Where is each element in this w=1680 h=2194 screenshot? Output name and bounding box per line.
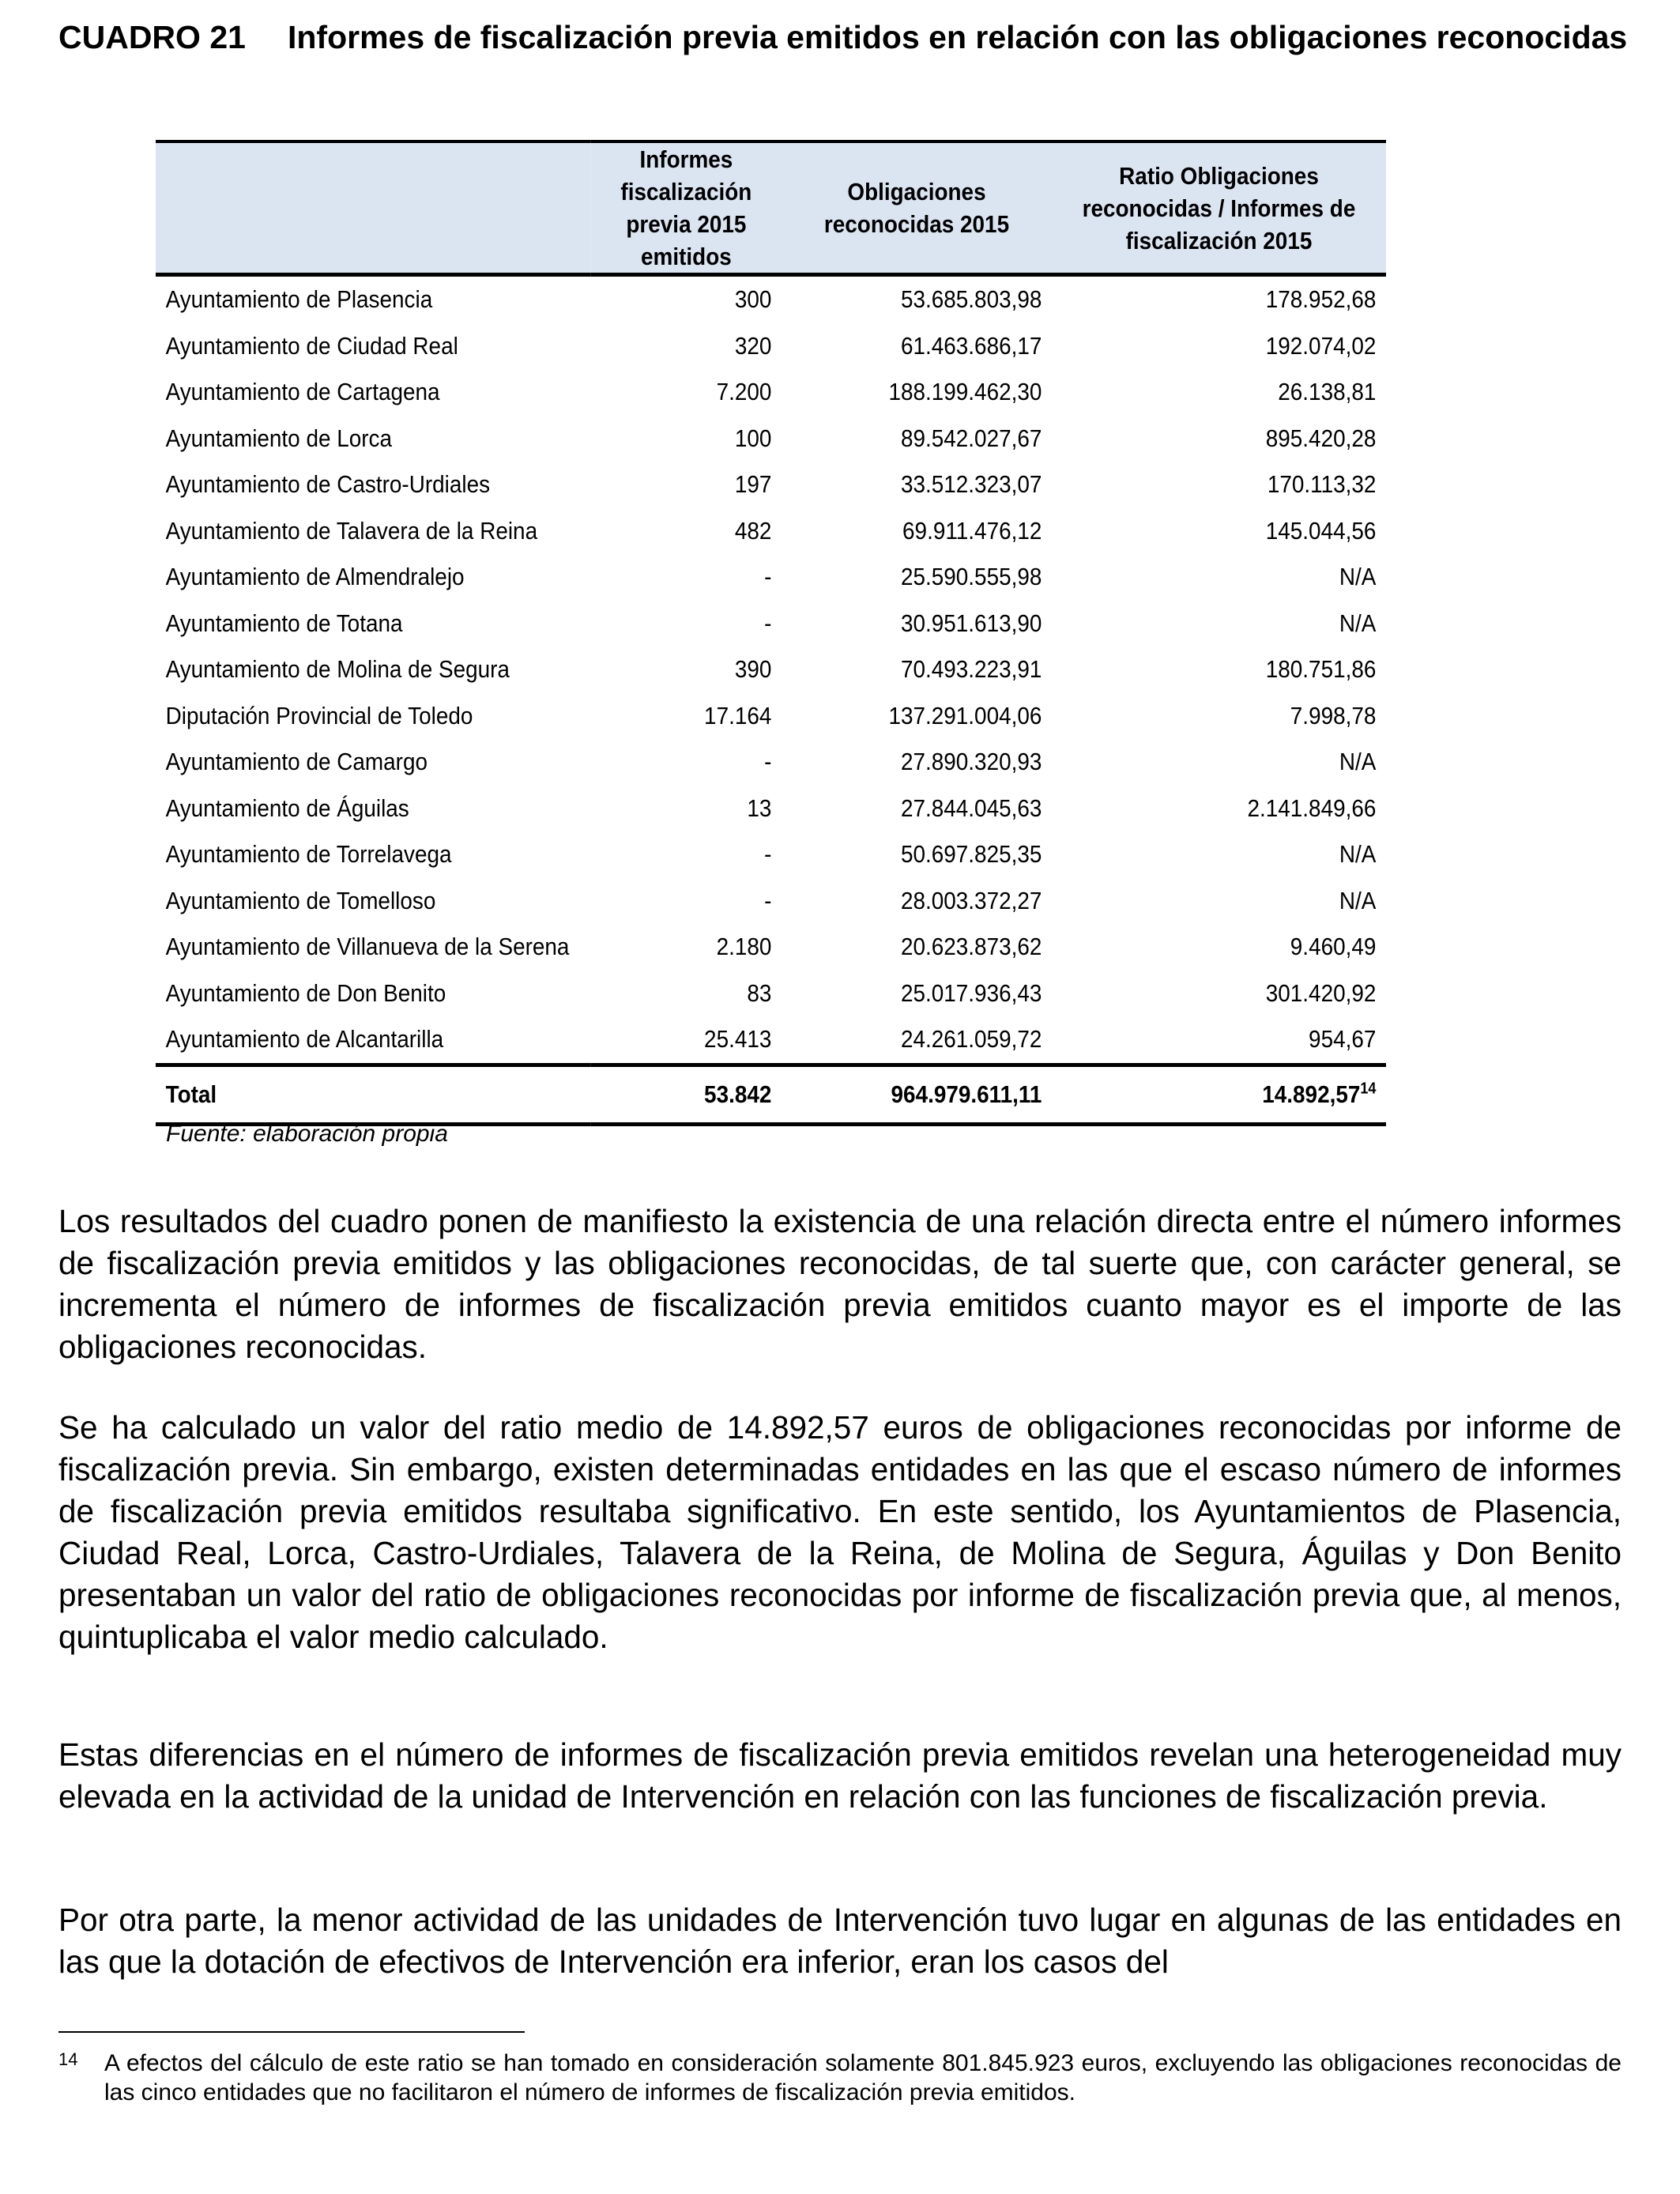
total-ratio: 14.892,57 [1262,1080,1361,1108]
cell-obligaciones: 89.542.027,67 [900,424,1042,452]
cell-informes: - [764,840,772,869]
cell-ratio: N/A [1339,840,1377,869]
cell-informes: 13 [747,794,772,822]
cell-obligaciones: 27.844.045,63 [900,794,1042,822]
footnote [58,2049,1622,2107]
cell-informes: 320 [734,331,772,360]
table-source: Fuente: elaboración propia [166,1121,448,1147]
cell-ratio: 26.138,81 [1278,378,1377,406]
cell-obligaciones: 70.493.223,91 [900,655,1042,684]
table-row [156,878,1386,925]
cell-ratio: 895.420,28 [1265,424,1377,452]
cell-entity: Ayuntamiento de Totana [165,609,403,637]
cell-entity: Ayuntamiento de Don Benito [165,978,446,1007]
cell-informes: 390 [734,655,772,684]
cell-entity: Ayuntamiento de Villanueva de la Serena [165,933,570,961]
cell-entity: Ayuntamiento de Plasencia [165,285,433,314]
cell-ratio: 145.044,56 [1265,516,1377,545]
paragraph-1: Los resultados del cuadro ponen de manifiesto la existencia de una relación directa entre el número informes de fiscalización previa emitidos y las obligaciones reconocidas, de tal suerte que, con carácter general, se incrementa el número de informes de fiscalización previa emitidos cuanto mayor es el importe de las obligaciones reconocidas. [58,1203,1622,1365]
table-row [156,416,1386,462]
cell-obligaciones: 20.623.873,62 [900,933,1042,961]
cell-entity: Ayuntamiento de Tomelloso [165,886,436,914]
cell-entity: Ayuntamiento de Águilas [165,794,409,822]
total-informes: 53.842 [591,1065,782,1124]
cell-ratio: 192.074,02 [1265,331,1377,360]
table-number: CUADRO 21 [58,19,246,55]
table-row [156,1016,1386,1065]
cell-informes: 2.180 [716,933,772,961]
cell-entity: Ayuntamiento de Castro-Urdiales [165,470,491,499]
cell-entity: Ayuntamiento de Almendralejo [165,563,465,591]
cell-obligaciones: 61.463.686,17 [900,331,1042,360]
table-row [156,601,1386,647]
cell-ratio: 180.751,86 [1265,655,1377,684]
cell-entity: Ayuntamiento de Molina de Segura [165,655,510,684]
table-row [156,275,1386,323]
table-row [156,508,1386,555]
table-row [156,369,1386,416]
total-ratio-cell [1052,1065,1386,1124]
cell-entity: Ayuntamiento de Cartagena [165,378,440,406]
cell-informes: - [764,886,772,914]
cell-obligaciones: 25.590.555,98 [900,563,1042,591]
cell-ratio: 954,67 [1052,1016,1386,1065]
footnote-separator [58,2031,525,2033]
cell-ratio: 301.420,92 [1265,978,1377,1007]
total-row [156,1065,1386,1124]
cell-informes: 100 [734,424,772,452]
cell-obligaciones: 27.890.320,93 [900,748,1042,776]
table-heading [58,17,1639,57]
cell-entity: Diputación Provincial de Toledo [165,701,473,729]
paragraph-2: Se ha calculado un valor del ratio medio de 14.892,57 euros de obligaciones reconocidas por informe de fiscalización previa. Sin embargo, existen determinadas entidades en las que el escaso número de informes de fiscalización previa emitidos resultaba significativo. En este sentido, los Ayuntamientos de Plasencia, Ciudad Real, Lorca, Castro-Urdiales, Talavera de la Reina, de Molina de Segura, Águilas y Don Benito presentaban un valor del ratio de obligaciones reconocidas por informe de fiscalización previa que, al menos, quintuplicaba el valor medio calculado. [58,1409,1622,1655]
cell-informes: 25.413 [591,1016,782,1065]
table-row [156,693,1386,740]
table-title: Informes de fiscalización previa emitidos en relación con las obligaciones reconocidas [288,19,1628,55]
header-informes: Informes fiscalización previa 2015 emitidos [591,141,782,275]
table-row [156,323,1386,370]
cell-obligaciones: 50.697.825,35 [900,840,1042,869]
cell-entity: Ayuntamiento de Torrelavega [165,840,452,869]
cell-ratio: 178.952,68 [1265,285,1377,314]
data-table [156,140,1386,1126]
table-row [156,831,1386,878]
cell-informes: 300 [734,285,772,314]
cell-ratio: 7.998,78 [1290,701,1377,729]
cell-ratio: N/A [1339,748,1377,776]
cell-obligaciones: 53.685.803,98 [900,285,1042,314]
footnote-ref: 14 [1360,1080,1377,1098]
total-label: Total [156,1065,591,1124]
paragraph-4: Por otra parte, la menor actividad de las unidades de Intervención tuvo lugar en algunas de las entidades en las que la dotación de efectivos de Intervención era inferior, eran los casos del [58,1902,1622,1980]
cell-ratio: N/A [1339,886,1377,914]
cell-informes: 482 [734,516,772,545]
cell-ratio: N/A [1339,563,1377,591]
cell-informes: 7.200 [716,378,772,406]
cell-entity: Ayuntamiento de Ciudad Real [165,331,458,360]
footnote-text: A efectos del cálculo de este ratio se han tomado en consideración solamente 801.845.923 euros, excluyendo las obligaciones reconocidas de las cinco entidades que no facilitaron el número de informes de fiscalización previa emitidos. [104,2050,1622,2105]
cell-informes: - [764,609,772,637]
cell-informes: 83 [747,978,772,1007]
cell-obligaciones: 30.951.613,90 [900,609,1042,637]
cell-ratio: N/A [1339,609,1377,637]
cell-obligaciones: 25.017.936,43 [900,978,1042,1007]
cell-obligaciones: 33.512.323,07 [900,470,1042,499]
cell-ratio: 9.460,49 [1290,933,1377,961]
table-row [156,739,1386,786]
cell-entity: Ayuntamiento de Alcantarilla [156,1016,591,1065]
header-entity [156,141,591,275]
header-obligaciones: Obligaciones reconocidas 2015 [782,141,1052,275]
table-row [156,924,1386,971]
cell-entity: Ayuntamiento de Lorca [165,424,393,452]
total-obligaciones: 964.979.611,11 [782,1065,1052,1124]
table-row [156,971,1386,1017]
table-body [156,275,1386,1065]
cell-ratio: 2.141.849,66 [1247,794,1377,822]
table-row [156,647,1386,693]
table-row [156,786,1386,832]
cell-obligaciones: 28.003.372,27 [900,886,1042,914]
cell-entity: Ayuntamiento de Camargo [165,748,428,776]
table-row [156,462,1386,508]
footnote-number: 14 [58,2049,78,2069]
cell-informes: - [764,563,772,591]
cell-obligaciones: 69.911.476,12 [902,516,1042,545]
table-header-row [156,141,1386,275]
cell-entity: Ayuntamiento de Talavera de la Reina [165,516,538,545]
paragraph-3: Estas diferencias en el número de informes de fiscalización previa emitidos revelan una heterogeneidad muy elevada en la actividad de la unidad de Intervención en relación con las funciones de fiscalización previa. [58,1736,1622,1815]
cell-obligaciones: 188.199.462,30 [888,378,1042,406]
header-ratio: Ratio Obligaciones reconocidas / Informes de fiscalización 2015 [1052,141,1386,275]
cell-ratio: 170.113,32 [1267,470,1377,499]
cell-obligaciones: 137.291.004,06 [888,701,1042,729]
cell-obligaciones: 24.261.059,72 [782,1016,1052,1065]
cell-informes: - [764,748,772,776]
cell-informes: 197 [734,470,772,499]
cell-informes: 17.164 [704,701,772,729]
table-row [156,554,1386,601]
